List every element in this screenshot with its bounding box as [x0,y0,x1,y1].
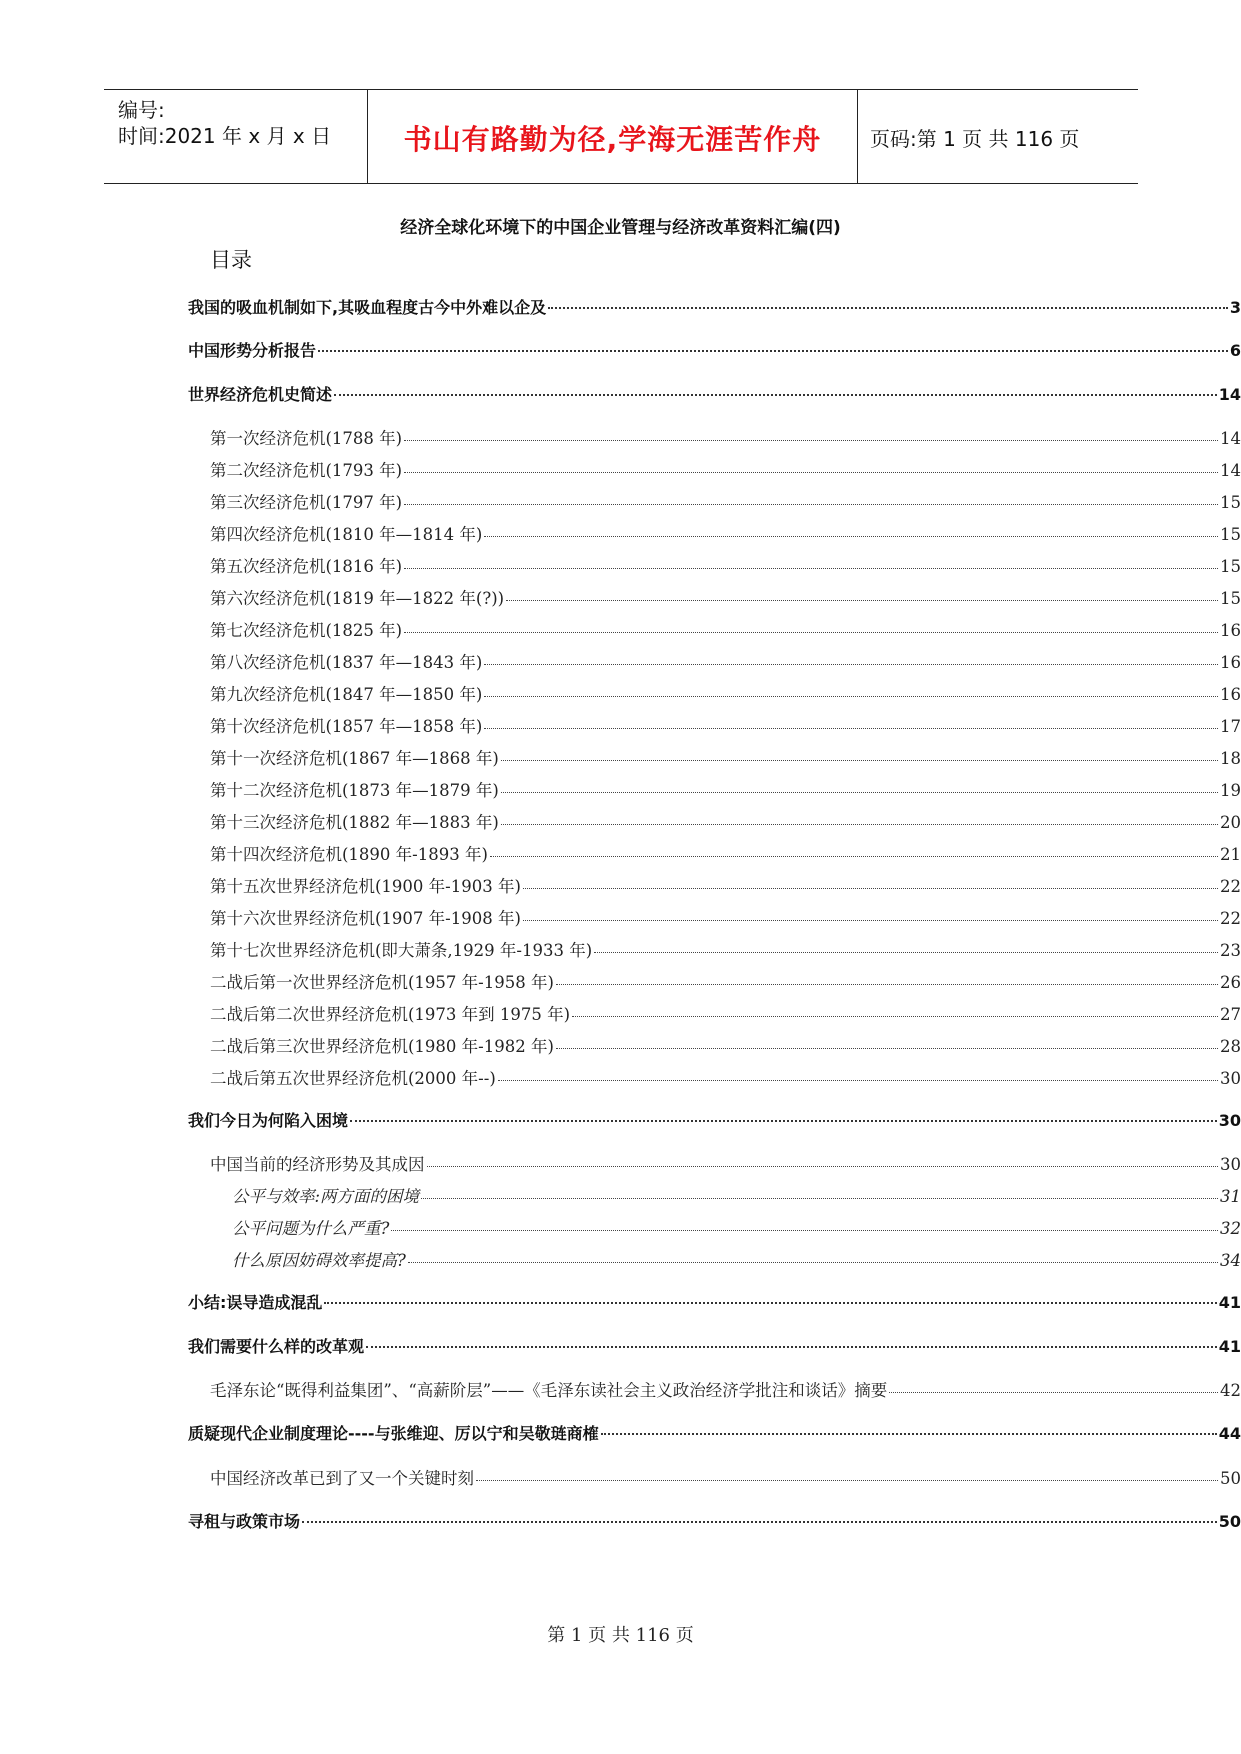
toc-entry-title: 第二次经济危机(1793 年) [210,461,403,480]
toc-entry-title: 第十五次世界经济危机(1900 年-1903 年) [210,877,521,896]
toc-entry[interactable] [210,617,1241,641]
page-footer: 第 1 页 共 116 页 [547,1625,694,1646]
toc-entry-page: 15 [1220,589,1241,608]
toc-dot-leader [501,824,1218,825]
toc-entry-page: 44 [1218,1424,1241,1443]
toc-entry[interactable] [188,338,1241,361]
toc-entry[interactable] [232,1247,1241,1271]
toc-entry-page: 41 [1218,1337,1241,1356]
toc-dot-leader [506,600,1218,601]
toc-dot-leader [889,1392,1218,1393]
toc-entry[interactable] [210,681,1241,705]
toc-entry-page: 50 [1220,1469,1241,1488]
toc-entry-page: 3 [1229,298,1241,317]
toc-entry-title: 第十七次世界经济危机(即大萧条,1929 年-1933 年) [210,941,593,960]
toc-entry-title: 第十四次经济危机(1890 年-1893 年) [210,845,488,864]
toc-entry-page: 14 [1220,429,1241,448]
date-label: 时间:2021 年 x 月 x 日 [118,124,332,148]
toc-dot-leader [302,1521,1217,1523]
toc-dot-leader [548,307,1228,309]
serial-number-label: 编号: [118,98,165,122]
header-page-number: 页码:第 1 页 共 116 页 [870,127,1080,151]
toc-entry-title: 二战后第一次世界经济危机(1957 年-1958 年) [210,973,554,992]
toc-entry-page: 30 [1220,1155,1241,1174]
toc-entry[interactable] [210,905,1241,929]
toc-entry[interactable] [210,1377,1241,1401]
toc-entry-title: 质疑现代企业制度理论----与张维迎、厉以宁和吴敬琏商榷 [188,1424,599,1443]
toc-entry-page: 30 [1218,1111,1241,1130]
toc-entry[interactable] [188,382,1241,405]
toc-dot-leader [501,760,1218,761]
toc-dot-leader [594,952,1218,953]
toc-entry-page: 26 [1220,973,1241,992]
toc-entry[interactable] [210,1001,1241,1025]
toc-dot-leader [427,1166,1219,1167]
toc-entry[interactable] [188,1421,1241,1444]
toc-entry-title: 二战后第三次世界经济危机(1980 年-1982 年) [210,1037,554,1056]
toc-dot-leader [498,1080,1218,1081]
toc-dot-leader [556,984,1218,985]
toc-entry-title: 第十次经济危机(1857 年—1858 年) [210,717,483,736]
toc-dot-leader [490,856,1218,857]
toc-entry-page: 15 [1220,557,1241,576]
toc-entry-page: 27 [1220,1005,1241,1024]
toc-dot-leader [404,472,1218,473]
toc-entry[interactable] [210,841,1241,865]
toc-entry-page: 50 [1218,1512,1241,1531]
toc-entry-page: 23 [1220,941,1241,960]
toc-entry[interactable] [188,1290,1241,1313]
toc-dot-leader [523,920,1218,921]
toc-entry-title: 中国经济改革已到了又一个关键时刻 [210,1469,474,1488]
toc-entry-page: 20 [1220,813,1241,832]
toc-dot-leader [556,1048,1218,1049]
toc-entry-page: 32 [1220,1219,1241,1238]
toc-entry-title: 公平与效率:两方面的困境 [232,1187,420,1206]
toc-entry-title: 第六次经济危机(1819 年—1822 年(?)) [210,589,505,608]
toc-entry[interactable] [210,521,1241,545]
toc-entry[interactable] [210,1465,1241,1489]
toc-entry-page: 34 [1220,1251,1241,1270]
toc-entry[interactable] [210,1033,1241,1057]
toc-entry[interactable] [210,649,1241,673]
toc-dot-leader [421,1198,1218,1199]
toc-heading: 目录 [210,248,252,272]
toc-dot-leader [404,440,1218,441]
toc-entry-title: 第一次经济危机(1788 年) [210,429,403,448]
toc-entry[interactable] [210,457,1241,481]
toc-entry-page: 15 [1220,525,1241,544]
toc-entry-page: 30 [1220,1069,1241,1088]
toc-dot-leader [484,728,1218,729]
toc-entry-page: 19 [1220,781,1241,800]
toc-entry[interactable] [210,425,1241,449]
toc-entry-page: 28 [1220,1037,1241,1056]
toc-entry[interactable] [210,1151,1241,1175]
toc-entry-title: 中国形势分析报告 [188,341,317,360]
toc-entry[interactable] [210,745,1241,769]
toc-entry-page: 16 [1220,653,1241,672]
toc-dot-leader [324,1302,1216,1304]
toc-entry-title: 小结:误导造成混乱 [188,1293,323,1312]
toc-dot-leader [501,792,1218,793]
toc-entry[interactable] [232,1183,1241,1207]
toc-entry[interactable] [188,1334,1241,1357]
toc-entry[interactable] [210,873,1241,897]
toc-entry-title: 二战后第五次世界经济危机(2000 年--) [210,1069,496,1088]
toc-entry-title: 第十二次经济危机(1873 年—1879 年) [210,781,499,800]
toc-entry[interactable] [210,1065,1241,1089]
toc-dot-leader [408,1262,1218,1263]
toc-entry[interactable] [188,295,1241,318]
toc-dot-leader [404,568,1218,569]
toc-entry-title: 第九次经济危机(1847 年—1850 年) [210,685,483,704]
toc-entry[interactable] [210,489,1241,513]
toc-dot-leader [601,1433,1217,1435]
toc-entry-page: 42 [1220,1381,1241,1400]
toc-dot-leader [404,632,1218,633]
toc-entry-title: 第十三次经济危机(1882 年—1883 年) [210,813,499,832]
toc-entry-title: 世界经济危机史简述 [188,385,333,404]
toc-entry-page: 14 [1220,461,1241,480]
toc-entry-title: 第四次经济危机(1810 年—1814 年) [210,525,483,544]
toc-entry-page: 6 [1229,341,1241,360]
toc-entry-page: 16 [1220,621,1241,640]
toc-entry[interactable] [232,1215,1241,1239]
toc-dot-leader [404,504,1218,505]
toc-entry-page: 22 [1220,877,1241,896]
toc-dot-leader [318,350,1228,352]
toc-entry-title: 第十一次经济危机(1867 年—1868 年) [210,749,499,768]
toc-dot-leader [572,1016,1218,1017]
toc-entry[interactable] [210,969,1241,993]
toc-entry-page: 31 [1220,1187,1241,1206]
toc-entry-page: 15 [1220,493,1241,512]
toc-entry-page: 18 [1220,749,1241,768]
toc-dot-leader [484,664,1218,665]
toc-entry-title: 第八次经济危机(1837 年—1843 年) [210,653,483,672]
toc-entry[interactable] [210,777,1241,801]
toc-entry[interactable] [188,1108,1241,1131]
toc-entry-page: 21 [1220,845,1241,864]
toc-entry-title: 第三次经济危机(1797 年) [210,493,403,512]
toc-entry-title: 毛泽东论“既得利益集团”、“高薪阶层”——《毛泽东读社会主义政治经济学批注和谈话》摘要 [210,1381,888,1400]
document-title: 经济全球化环境下的中国企业管理与经济改革资料汇编(四) [400,218,841,238]
toc-dot-leader [523,888,1218,889]
toc-dot-leader [476,1480,1218,1481]
toc-entry-title: 公平问题为什么严重? [232,1219,390,1238]
toc-dot-leader [391,1230,1218,1231]
toc-entry-page: 14 [1218,385,1241,404]
toc-entry-title: 我国的吸血机制如下,其吸血程度古今中外难以企及 [188,298,547,317]
toc-dot-leader [484,696,1218,697]
toc-entry-page: 41 [1218,1293,1241,1312]
toc-entry-title: 第十六次世界经济危机(1907 年-1908 年) [210,909,521,928]
toc-entry-page: 17 [1220,717,1241,736]
toc-entry-title: 什么原因妨碍效率提高? [232,1251,406,1270]
toc-entry-title: 我们今日为何陷入困境 [188,1111,349,1130]
toc-entry-title: 我们需要什么样的改革观 [188,1337,365,1356]
toc-entry-title: 第五次经济危机(1816 年) [210,557,403,576]
toc-entry-title: 寻租与政策市场 [188,1512,301,1531]
toc-entry[interactable] [210,809,1241,833]
toc-entry[interactable] [188,1509,1241,1532]
toc-dot-leader [334,394,1217,396]
toc-dot-leader [350,1120,1217,1122]
toc-entry[interactable] [210,585,1241,609]
toc-entry-page: 16 [1220,685,1241,704]
toc-entry-page: 22 [1220,909,1241,928]
toc-entry[interactable] [210,937,1241,961]
toc-entry-title: 第七次经济危机(1825 年) [210,621,403,640]
toc-entry-title: 中国当前的经济形势及其成因 [210,1155,425,1174]
toc-entry-title: 二战后第二次世界经济危机(1973 年到 1975 年) [210,1005,571,1024]
header-motto: 书山有路勤为径,学海无涯苦作舟 [403,123,822,156]
toc-entry[interactable] [210,713,1241,737]
toc-dot-leader [366,1346,1217,1348]
toc-entry[interactable] [210,553,1241,577]
toc-dot-leader [484,536,1218,537]
